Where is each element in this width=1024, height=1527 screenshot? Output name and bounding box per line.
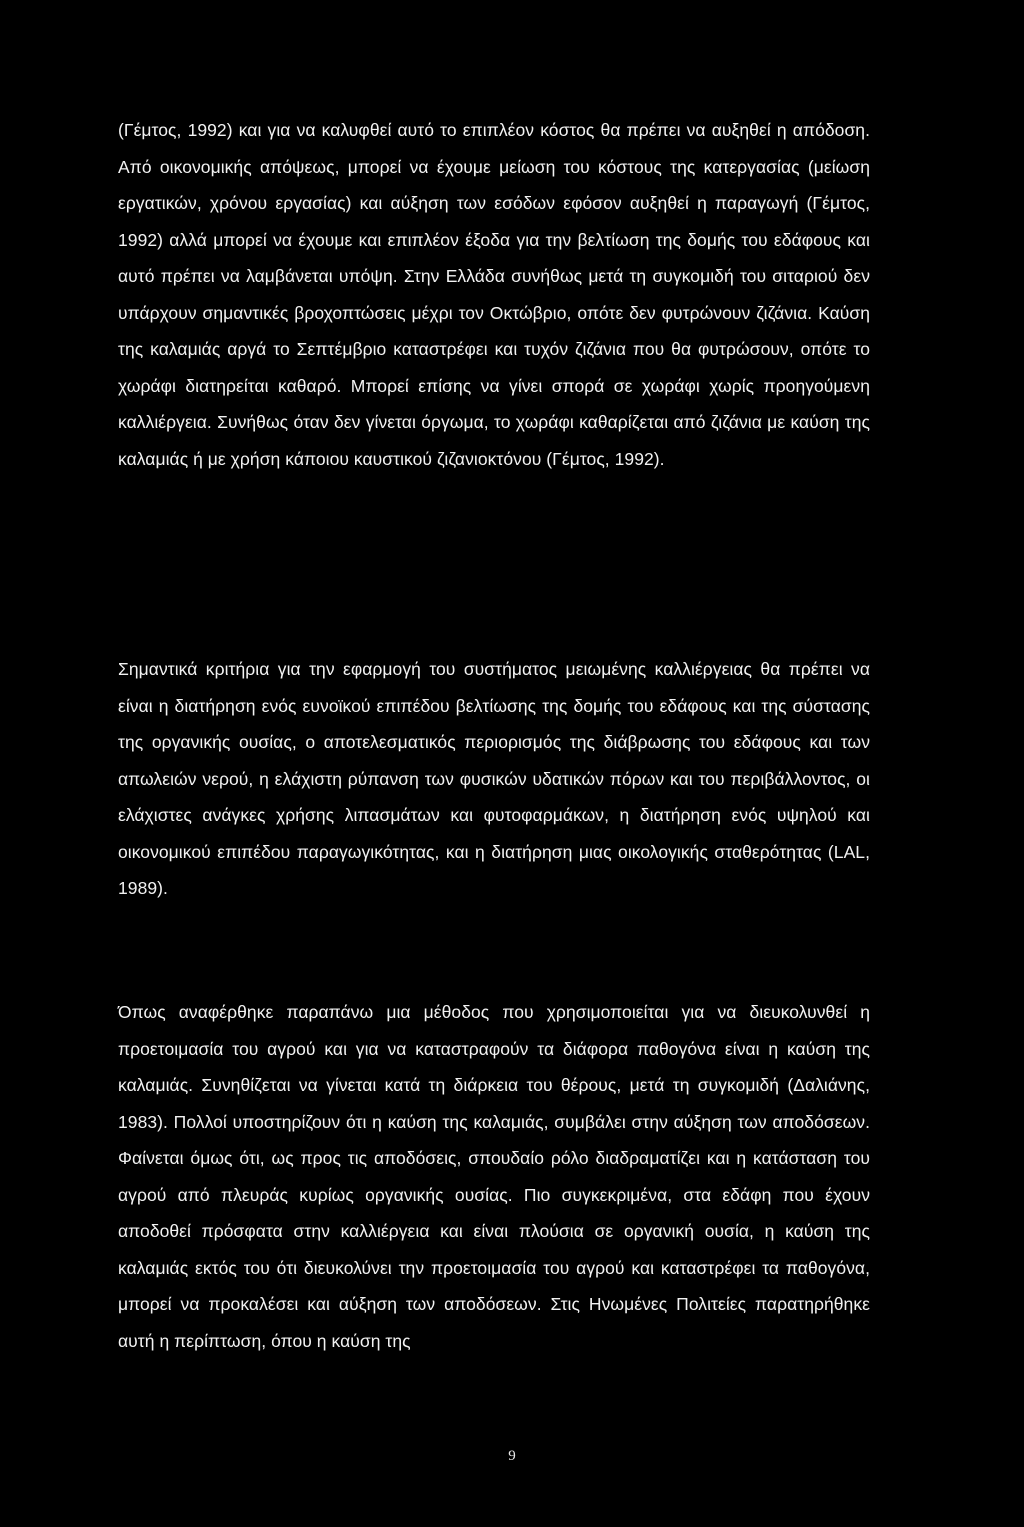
paragraph-text: Όπως αναφέρθηκε παραπάνω μια μέθοδος που χρησιμοποιείται για να διευκολυνθεί η προετοιμασία του αγρού και για να καταστραφούν τα διάφορα παθογόνα είναι η καύση της καλαμιάς. Συνηθίζεται να γίνεται κατά τη διάρκεια του θέρους, μετά τη συγκομιδή (Δαλιάνης, 1983). Πολλοί υποστηρίζουν ότι η καύση της καλαμιάς, συμβάλει στην αύξηση των αποδόσεων. Φαίνεται όμως ότι, ως προς τις αποδόσεις, σπουδαίο ρόλο διαδραματίζει και η κατάσταση του αγρού από πλευράς κυρίως οργανικής ουσίας. Πιο συγκεκριμένα, στα εδάφη που έχουν αποδοθεί πρόσφατα στην καλλιέργεια και είναι πλούσια σε οργανική ουσία, η καύση της καλαμιάς εκτός του ότι διευκολύνει την προετοιμασία του αγρού και καταστρέφει τα παθογόνα, μπορεί να προκαλέσει και αύξηση των αποδόσεων. Στις Ηνωμένες Πολιτείες παρατηρήθηκε αυτή η περίπτωση, όπου η καύση της xyxy=(118,1002,870,1351)
paragraph-text: Σημαντικά κριτήρια για την εφαρμογή του συστήματος μειωμένης καλλιέργειας θα πρέπει να είναι η διατήρηση ενός ευνοϊκού επιπέδου βελτίωσης της δομής του εδάφους και της σύστασης της οργανικής ουσίας, ο αποτελεσματικός περιορισμός της διάβρωσης του εδάφους και των απωλειών νερού, η ελάχιστη ρύπανση των φυσικών υδατικών πόρων και του περιβάλλοντος, οι ελάχιστες ανάγκες χρήσης λιπασμάτων και φυτοφαρμάκων, η διατήρηση ενός υψηλού και οικονομικού επιπέδου παραγωγικότητας, και η διατήρηση μιας οικολογικής σταθερότητας (LAL, 1989). xyxy=(118,659,870,898)
page-number: 9 xyxy=(508,1448,516,1464)
paragraph-3 xyxy=(118,994,870,1359)
paragraph-2 xyxy=(118,651,870,907)
paragraph-1 xyxy=(118,112,870,477)
paragraph-text: (Γέμτος, 1992) και για να καλυφθεί αυτό το επιπλέον κόστος θα πρέπει να αυξηθεί η απόδοση. Από οικονομικής απόψεως, μπορεί να έχουμε μείωση του κόστους της κατεργασίας (μείωση εργατικών, χρόνου εργασίας) και αύξηση των εσόδων εφόσον αυξηθεί η παραγωγή (Γέμτος, 1992) αλλά μπορεί να έχουμε και επιπλέον έξοδα για την βελτίωση της δομής του εδάφους και αυτό πρέπει να λαμβάνεται υπόψη. Στην Ελλάδα συνήθως μετά τη συγκομιδή του σιταριού δεν υπάρχουν σημαντικές βροχοπτώσεις μέχρι τον Οκτώβριο, οπότε δεν φυτρώνουν ζιζάνια. Καύση της καλαμιάς αργά το Σεπτέμβριο καταστρέφει και τυχόν ζιζάνια που θα φυτρώσουν, οπότε το χωράφι διατηρείται καθαρό. Μπορεί επίσης να γίνει σπορά σε χωράφι χωρίς προηγούμενη καλλιέργεια. Συνήθως όταν δεν γίνεται όργωμα, το χωράφι καθαρίζεται από ζιζάνια με καύση της καλαμιάς ή με χρήση κάποιου καυστικού ζιζανιοκτόνου (Γέμτος, 1992). xyxy=(118,120,870,469)
